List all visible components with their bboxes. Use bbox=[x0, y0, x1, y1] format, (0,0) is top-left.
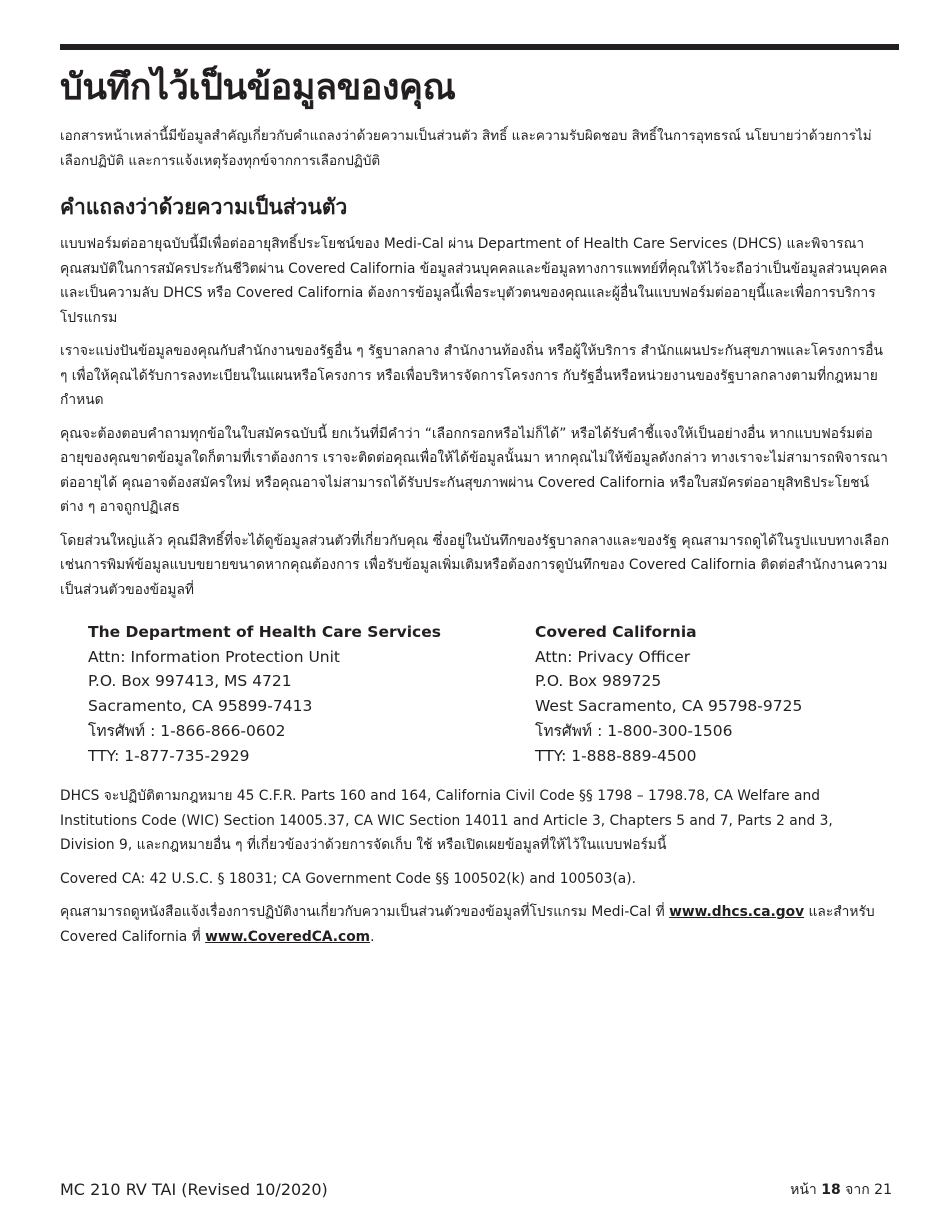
covered-law-paragraph: Covered CA: 42 U.S.C. § 18031; CA Government Code §§ 100502(k) and 100503(a). bbox=[60, 870, 636, 887]
dhcs-city: Sacramento, CA 95899-7413 bbox=[88, 697, 313, 716]
covered-org-name: Covered California bbox=[535, 623, 697, 641]
privacy-notice-paragraph bbox=[60, 900, 890, 949]
main-content bbox=[60, 124, 890, 958]
page-number: 18 bbox=[821, 1182, 841, 1198]
covered-website-link[interactable]: www.CoveredCA.com bbox=[205, 928, 371, 945]
intro-paragraph: เอกสารหน้าเหล่านี้มีข้อมูลสำคัญเกี่ยวกับคำแถลงว่าด้วยความเป็นส่วนตัว สิทธิ์ และความรับผิดชอบ สิทธิ์ในการอุทธรณ์ นโยบายว่าด้วยการไม่เลือกปฏิบัติ และการแจ้งเหตุร้องทุกข์จากการเลือกปฏิบัติ bbox=[60, 128, 872, 169]
notice-end: . bbox=[370, 928, 375, 945]
covered-po-box: P.O. Box 989725 bbox=[535, 672, 662, 691]
privacy-paragraph-3: คุณจะต้องตอบคำถามทุกข้อในใบสมัครฉบับนี้ ยกเว้นที่มีคำว่า “เลือกกรอกหรือไม่ก็ได้” หรือได้รับคำชี้แจงให้เป็นอย่างอื่น หากแบบฟอร์มต่ออายุของคุณขาดข้อมูลใดก็ตามที่เราต้องการ เราจะติดต่อคุณเพื่อให้ได้ข้อมูลนั้นมา หากคุณไม่ให้ข้อมูลดังกล่าว ทางเราจะไม่สามารถพิจารณาต่ออายุได้ คุณอาจต้องสมัครใหม่ หรือคุณอาจไม่สามารถได้รับประกันสุขภาพผ่าน Covered California หรือใบสมัครต่ออายุสิทธิประโยชน์ต่าง ๆ อาจถูกปฏิเสธ bbox=[60, 425, 888, 515]
privacy-paragraph-2: เราจะแบ่งปันข้อมูลของคุณกับสำนักงานของรัฐอื่น ๆ รัฐบาลกลาง สำนักงานท้องถิ่น หรือผู้ให้บริการ สำนักแผนประกันสุขภาพและโครงการอื่น ๆ เพื่อให้คุณได้รับการลงทะเบียนในแผนหรือโครงการ หรือเพื่อบริหารจัดการโครงการ กับรัฐอื่นหรือหน่วยงานของรัฐบาลกลางตามที่กฎหมายกำหนด bbox=[60, 343, 883, 408]
dhcs-attn: Attn: Information Protection Unit bbox=[88, 647, 341, 666]
page-middle: จาก bbox=[840, 1182, 875, 1198]
page-indicator bbox=[790, 1178, 892, 1202]
page-total: 21 bbox=[874, 1182, 892, 1198]
dhcs-law-paragraph: DHCS จะปฏิบัติตามกฎหมาย 45 C.F.R. Parts 160 and 164, California Civil Code §§ 1798 – 1798.78, CA Welfare and Institutions Code (WIC) Section 14005.37, CA WIC Section 14011 and Article 3, Chapters 5 and 7, Parts 2 and 3, Division 9, และกฎหมายอื่น ๆ ที่เกี่ยวข้องว่าด้วยการจัดเก็บ ใช้ หรือเปิดเผยข้อมูลที่ให้ไว้ในแบบฟอร์มนี้ bbox=[60, 788, 833, 854]
notice-middle: และสำหรับ Covered California ที่ bbox=[60, 904, 875, 945]
notice-prefix: คุณสามารถดูหนังสือแจ้งเรื่องการปฏิบัติงานเกี่ยวกับความเป็นส่วนตัวของข้อมูลที่โปรแกรม Medi-Cal ที่ bbox=[60, 904, 670, 921]
dhcs-address bbox=[88, 620, 535, 768]
dhcs-po-box: P.O. Box 997413, MS 4721 bbox=[88, 672, 292, 691]
covered-phone: โทรศัพท์ : 1-800-300-1506 bbox=[535, 721, 733, 740]
page-prefix: หน้า bbox=[790, 1182, 822, 1198]
page-title: บันทึกไว้เป็นข้อมูลของคุณ bbox=[60, 66, 456, 108]
covered-city: West Sacramento, CA 95798-9725 bbox=[535, 697, 803, 716]
covered-address bbox=[535, 620, 802, 768]
contact-addresses bbox=[88, 620, 890, 768]
privacy-heading: คำแถลงว่าด้วยความเป็นส่วนตัว bbox=[60, 194, 348, 219]
covered-attn: Attn: Privacy Officer bbox=[535, 647, 691, 666]
dhcs-tty: TTY: 1-877-735-2929 bbox=[88, 746, 250, 765]
covered-tty: TTY: 1-888-889-4500 bbox=[535, 746, 697, 765]
top-rule bbox=[60, 44, 899, 50]
dhcs-org-name: The Department of Health Care Services bbox=[88, 623, 441, 641]
dhcs-phone: โทรศัพท์ : 1-866-866-0602 bbox=[88, 721, 286, 740]
dhcs-website-link[interactable]: www.dhcs.ca.gov bbox=[669, 904, 805, 921]
privacy-paragraph-1: แบบฟอร์มต่ออายุฉบับนี้มีเพื่อต่ออายุสิทธิ์ประโยชน์ของ Medi-Cal ผ่าน Department of Health Care Services (DHCS) และพิจารณาคุณสมบัติในการสมัครประกันชีวิตผ่าน Covered California ข้อมูลส่วนบุคคลและข้อมูลทางการแพทย์ที่คุณให้ไว้จะถือว่าเป็นข้อมูลส่วนบุคคลและเป็นความลับ DHCS หรือ Covered California ต้องการข้อมูลนี้เพื่อระบุตัวตนของคุณและผู้อื่นในแบบฟอร์มต่ออายุนี้และเพื่อการบริการโปรแกรม bbox=[60, 236, 888, 326]
privacy-paragraph-4: โดยส่วนใหญ่แล้ว คุณมีสิทธิ์ที่จะได้ดูข้อมูลส่วนตัวที่เกี่ยวกับคุณ ซึ่งอยู่ในบันทึกของรัฐบาลกลางและของรัฐ คุณสามารถดูได้ในรูปแบบทางเลือกเช่นการพิมพ์ข้อมูลแบบขยายขนาดหากคุณต้องการ เพื่อรับข้อมูลเพิ่มเติมหรือต้องการดูบันทึกของ Covered California ติดต่อสำนักงานความเป็นส่วนตัวของข้อมูลที่ bbox=[60, 532, 890, 598]
form-id: MC 210 RV TAI (Revised 10/2020) bbox=[60, 1180, 328, 1199]
